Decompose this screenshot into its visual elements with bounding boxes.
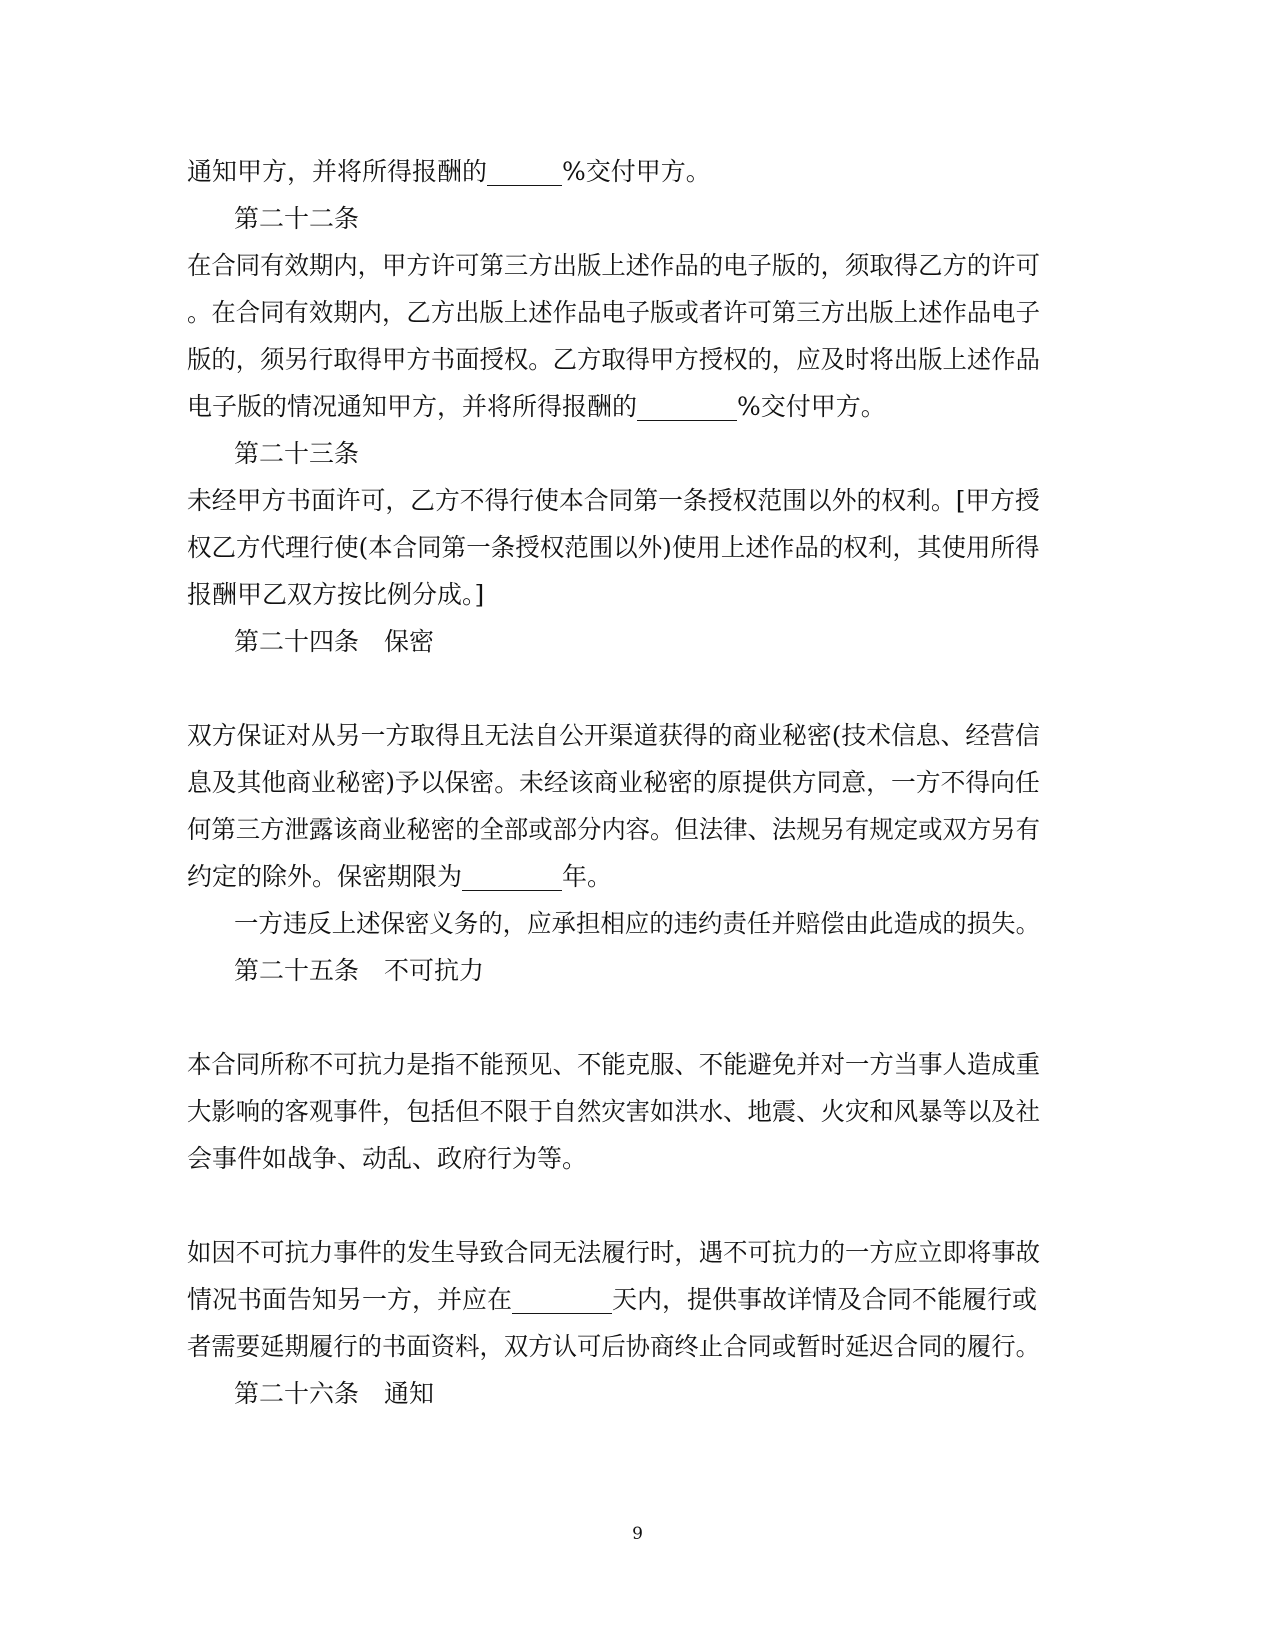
text-line: 一方违反上述保密义务的，应承担相应的违约责任并赔偿由此造成的损失。	[234, 909, 1041, 938]
text-line: 电子版的情况通知甲方，并将所得报酬的________%交付甲方。	[187, 392, 886, 421]
text-line: 报酬甲乙双方按比例分成。]	[187, 580, 485, 609]
article-heading: 第二十二条	[234, 204, 360, 233]
page-number: 9	[632, 1524, 643, 1544]
text-line: 息及其他商业秘密)予以保密。未经该商业秘密的原提供方同意，一方不得向任	[187, 768, 1040, 797]
text-line: 如因不可抗力事件的发生导致合同无法履行时，遇不可抗力的一方应立即将事故	[187, 1238, 1041, 1267]
text-line: 通知甲方，并将所得报酬的______%交付甲方。	[187, 157, 711, 186]
text-line: 权乙方代理行使(本合同第一条授权范围以外)使用上述作品的权利，其使用所得	[187, 533, 1040, 562]
text-line: 双方保证对从另一方取得且无法自公开渠道获得的商业秘密(技术信息、经营信	[187, 721, 1040, 750]
article-heading: 第二十五条 不可抗力	[234, 956, 485, 985]
article-heading: 第二十六条 通知	[234, 1379, 435, 1408]
text-line: 情况书面告知另一方，并应在________天内，提供事故详情及合同不能履行或	[187, 1285, 1038, 1314]
text-line: 者需要延期履行的书面资料，双方认可后协商终止合同或暂时延迟合同的履行。	[187, 1332, 1041, 1361]
text-line: 本合同所称不可抗力是指不能预见、不能克服、不能避免并对一方当事人造成重	[187, 1050, 1041, 1079]
article-heading: 第二十三条	[234, 439, 360, 468]
text-line: 。在合同有效期内，乙方出版上述作品电子版或者许可第三方出版上述作品电子	[187, 298, 1041, 327]
text-line: 未经甲方书面许可，乙方不得行使本合同第一条授权范围以外的权利。[甲方授	[187, 486, 1040, 515]
text-line: 大影响的客观事件，包括但不限于自然灾害如洪水、地震、火灾和风暴等以及社	[187, 1097, 1041, 1126]
text-line: 在合同有效期内，甲方许可第三方出版上述作品的电子版的，须取得乙方的许可	[187, 251, 1041, 280]
text-line: 版的，须另行取得甲方书面授权。乙方取得甲方授权的，应及时将出版上述作品	[187, 345, 1041, 374]
text-line: 何第三方泄露该商业秘密的全部或部分内容。但法律、法规另有规定或双方另有	[187, 815, 1041, 844]
text-line: 约定的除外。保密期限为________年。	[187, 862, 613, 891]
text-line: 会事件如战争、动乱、政府行为等。	[187, 1144, 588, 1173]
article-heading: 第二十四条 保密	[234, 627, 435, 656]
